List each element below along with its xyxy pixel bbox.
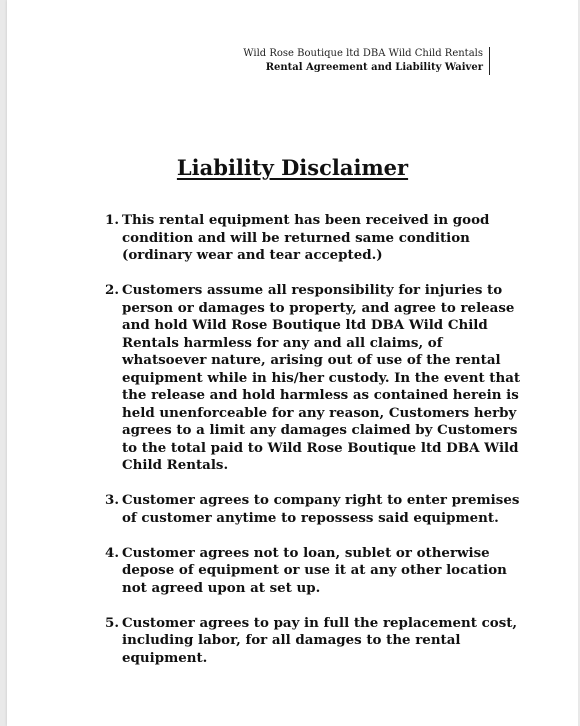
header-document-subtitle: Rental Agreement and Liability Waiver [265,62,483,73]
document-header [243,47,490,75]
clause-text: Customer agrees not to loan, sublet or otherwise depose of equipment or use it at any other location not agreed upon at set up. [122,544,507,596]
page-title: Liability Disclaimer [176,155,409,180]
clause-number: 1. [105,212,119,228]
clause-5 [105,615,523,668]
clause-number: 2. [105,282,119,298]
clause-text: Customers assume all responsibility for injuries to person or damages to property, and agree to release and hold Wild Rose Boutique ltd DBA Wild Child Rentals harmless for any and all claims, of whatsoever nature, arising out of use of the rental equipment while in his/her custody. In the event that the release and hold harmless as contained herein is held unenforceable for any reason, Customers herby agrees to a limit any damages claimed by Customers to the total paid to Wild Rose Boutique ltd DBA Wild Child Rentals. [122,282,521,473]
clause-list [105,212,523,685]
clause-number: 4. [105,544,119,561]
clause-4 [105,545,523,598]
clause-3 [105,492,523,527]
clause-text: Customer agrees to company right to enter premises of customer anytime to repossess said equipment. [122,492,520,526]
document-page [7,0,578,726]
clause-2 [105,282,523,475]
header-company-name: Wild Rose Boutique ltd DBA Wild Child Rentals [243,48,483,59]
clause-text: Customer agrees to pay in full the replacement cost, including labor, for all damages to the rental equipment. [122,614,518,666]
clause-number: 5. [105,614,119,631]
clause-text: This rental equipment has been received in good condition and will be returned same condition (ordinary wear and tear accepted.) [122,212,490,263]
clause-1 [105,212,523,265]
clause-number: 3. [105,492,119,508]
